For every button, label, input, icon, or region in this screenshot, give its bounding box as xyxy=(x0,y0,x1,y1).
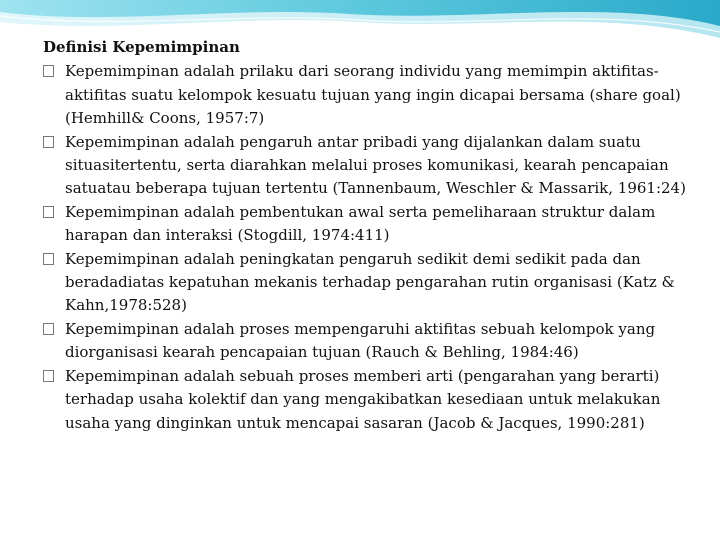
definition-text: Kepemimpinan adalah pembentukan awal serta pemeliharaan struktur dalam harapan dan interaksi (Stogdill, 1974:411) xyxy=(65,202,656,245)
definition-text: Kepemimpinan adalah peningkatan pengaruh sedikit demi sedikit pada dan beradadiatas kepatuhan mekanis terhadap pengarahan rutin organisasi (Katz & Kahn,1978:528) xyxy=(65,249,675,315)
definition-item xyxy=(43,318,693,365)
definition-text: Kepemimpinan adalah prilaku dari seorang individu yang memimpin aktifitas-aktifitas suatu kelompok kesuatu tujuan yang ingin dicapai bersama (share goal) (Hemhill& Coons, 1957:7) xyxy=(65,62,681,128)
slide-title: Definisi Kepemimpinan xyxy=(43,38,240,56)
definition-item xyxy=(43,60,693,130)
definition-item xyxy=(43,131,693,201)
slide-content xyxy=(43,36,693,435)
definition-item xyxy=(43,201,693,248)
definition-item xyxy=(43,365,693,435)
bullet-box-icon xyxy=(43,136,54,148)
bullet-box-icon xyxy=(43,206,54,218)
definition-text: Kepemimpinan adalah proses mempengaruhi aktifitas sebuah kelompok yang diorganisasi kearah pencapaian tujuan (Rauch & Behling, 1984:46) xyxy=(65,319,656,362)
definition-text: Kepemimpinan adalah sebuah proses memberi arti (pengarahan yang berarti) terhadap usaha kolektif dan yang mengakibatkan kesediaan untuk melakukan usaha yang dinginkan untuk mencapai sasaran (Jacob & Jacques, 1990:281) xyxy=(65,366,661,432)
definition-list xyxy=(43,60,693,435)
definition-text: Kepemimpinan adalah pengaruh antar pribadi yang dijalankan dalam suatu situasitertentu, serta diarahkan melalui proses komunikasi, kearah pencapaian satuatau beberapa tujuan tertentu (Tannenbaum, Weschler & Massarik, 1961:24) xyxy=(65,132,686,198)
bullet-box-icon xyxy=(43,65,54,77)
bullet-box-icon xyxy=(43,370,54,382)
definition-item xyxy=(43,248,693,318)
bullet-box-icon xyxy=(43,253,54,265)
bullet-box-icon xyxy=(43,323,54,335)
